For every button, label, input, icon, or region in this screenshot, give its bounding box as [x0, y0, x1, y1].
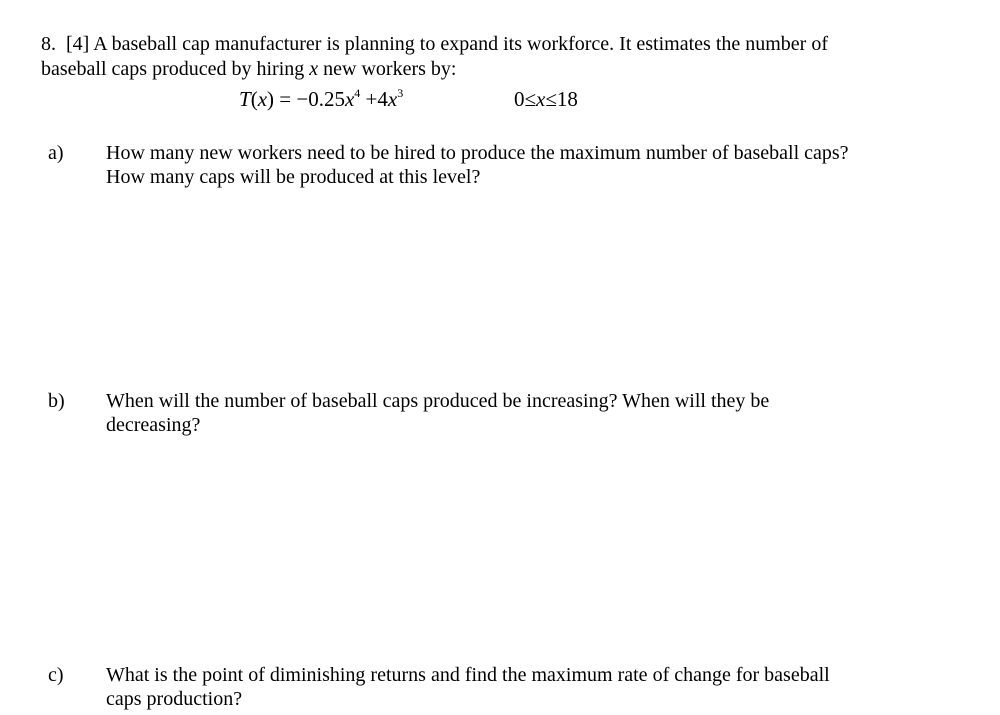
question-text-line-2-post: new workers by:	[323, 58, 457, 80]
domain-var: x	[536, 87, 546, 111]
function-equals-coef: = −0.25	[279, 87, 345, 111]
function-var-1: x	[344, 87, 355, 111]
part-a-text-line-1: How many new workers need to be hired to produce the maximum number of baseball caps?	[106, 142, 849, 164]
function-plus-coef: +4	[365, 87, 388, 111]
function-name: T	[239, 87, 251, 111]
question-points: [4]	[66, 33, 90, 55]
question-text-line-2-pre: baseball caps produced by hiring	[41, 58, 305, 80]
question-number: 8.	[41, 33, 56, 55]
part-c-text-line-2: caps production?	[106, 688, 243, 710]
part-a-text-line-2: How many caps will be produced at this level?	[106, 166, 481, 188]
part-c-label: c)	[48, 664, 64, 686]
function-equation: $T(x) = -0.25x^4 +4x^3$	[239, 86, 404, 111]
function-domain	[514, 86, 578, 112]
part-b-text-line-1: When will the number of baseball caps produced be increasing? When will they be	[106, 390, 770, 412]
function-exponent-2: 3	[397, 86, 404, 100]
domain-lower: 0	[514, 87, 525, 111]
part-b-text-line-2: decreasing?	[106, 414, 201, 436]
domain-upper: 18	[556, 87, 578, 111]
domain-leq-2: ≤	[545, 87, 557, 111]
question-line-1	[41, 32, 828, 56]
question-line-2	[41, 57, 456, 81]
part-a-label: a)	[48, 142, 64, 164]
part-c-text-line-1: What is the point of diminishing returns and find the maximum rate of change for baseball	[106, 664, 830, 686]
function-exponent-1: 4	[354, 86, 361, 100]
function-var-2: x	[387, 87, 398, 111]
function-arg: x	[257, 87, 268, 111]
part-b-label: b)	[48, 390, 65, 412]
question-text-line-1: A baseball cap manufacturer is planning to expand its workforce. It estimates the number of	[93, 33, 828, 55]
question-variable: x	[309, 58, 319, 80]
domain-leq-1: ≤	[524, 87, 537, 111]
